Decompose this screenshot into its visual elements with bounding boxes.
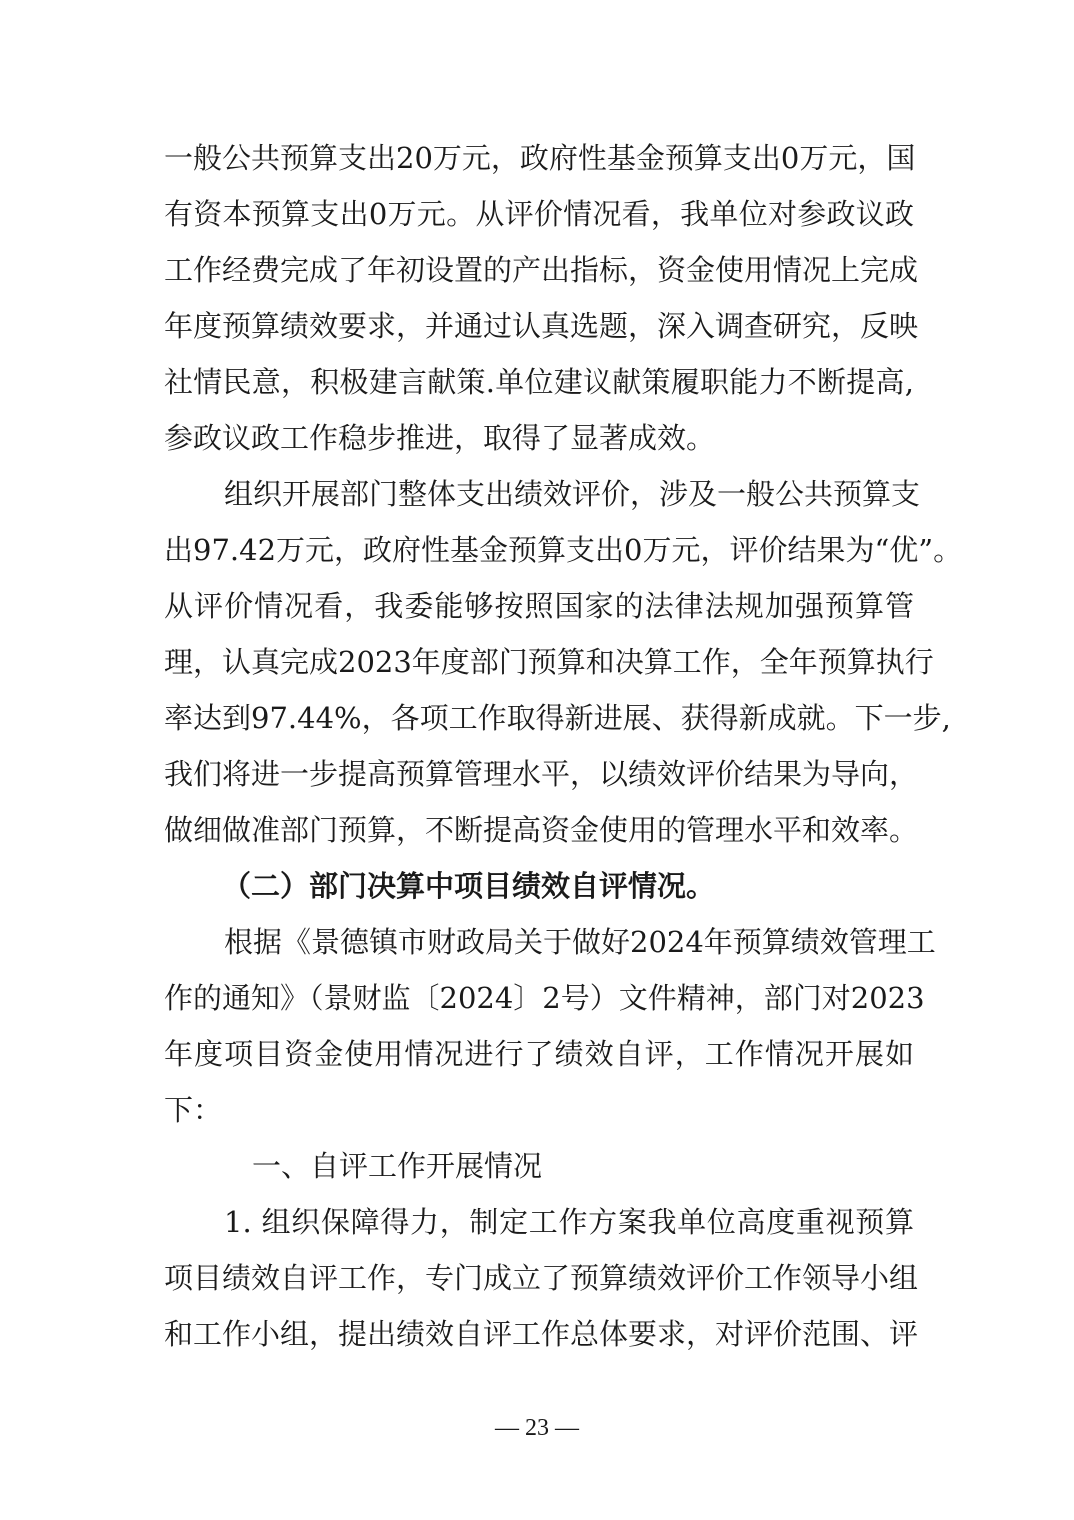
body-text-line: 下： — [164, 1093, 223, 1127]
body-text-line: 一般公共预算支出20万元，政府性基金预算支出0万元，国 — [164, 141, 916, 175]
body-text-line: 有资本预算支出0万元。从评价情况看，我单位对参政议政 — [164, 197, 914, 231]
body-text-line: 工作经费完成了年初设置的产出指标，资金使用情况上完成 — [164, 253, 919, 287]
page-number: — 23 — — [495, 1415, 579, 1441]
body-text-line: 出97.42万元，政府性基金预算支出0万元，评价结果为“优”。 — [164, 533, 963, 567]
body-text-line: 年度项目资金使用情况进行了绩效自评，工作情况开展如 — [164, 1037, 914, 1071]
numbered-item-first-line: 1. 组织保障得力，制定工作方案我单位高度重视预算 — [224, 1205, 914, 1239]
paragraph-first-line: 根据《景德镇市财政局关于做好2024年预算绩效管理工 — [224, 925, 936, 959]
body-text-line: 参政议政工作稳步推进，取得了显著成效。 — [164, 421, 716, 455]
body-text-line: 我们将进一步提高预算管理水平，以绩效评价结果为导向， — [164, 757, 919, 791]
paragraph-first-line: 组织开展部门整体支出绩效评价，涉及一般公共预算支 — [224, 477, 921, 511]
section-heading: （二）部门决算中项目绩效自评情况。 — [222, 869, 716, 903]
subsection-heading: 一、自评工作开展情况 — [252, 1149, 543, 1183]
body-text-line: 和工作小组，提出绩效自评工作总体要求，对评价范围、评 — [164, 1317, 919, 1351]
body-text-line: 做细做准部门预算，不断提高资金使用的管理水平和效率。 — [164, 813, 919, 847]
body-text-line: 理，认真完成2023年度部门预算和决算工作，全年预算执行 — [164, 645, 934, 679]
body-text-line: 作的通知》（景财监〔2024〕2号）文件精神，部门对2023 — [164, 981, 925, 1015]
body-text-line: 从评价情况看，我委能够按照国家的法律法规加强预算管 — [164, 589, 914, 623]
body-text-line: 社情民意，积极建言献策.单位建议献策履职能力不断提高, — [164, 365, 914, 399]
body-text-line: 率达到97.44%，各项工作取得新进展、获得新成就。下一步, — [164, 701, 951, 735]
body-text-line: 年度预算绩效要求，并通过认真选题，深入调查研究，反映 — [164, 309, 919, 343]
body-text-line: 项目绩效自评工作，专门成立了预算绩效评价工作领导小组 — [164, 1261, 919, 1295]
